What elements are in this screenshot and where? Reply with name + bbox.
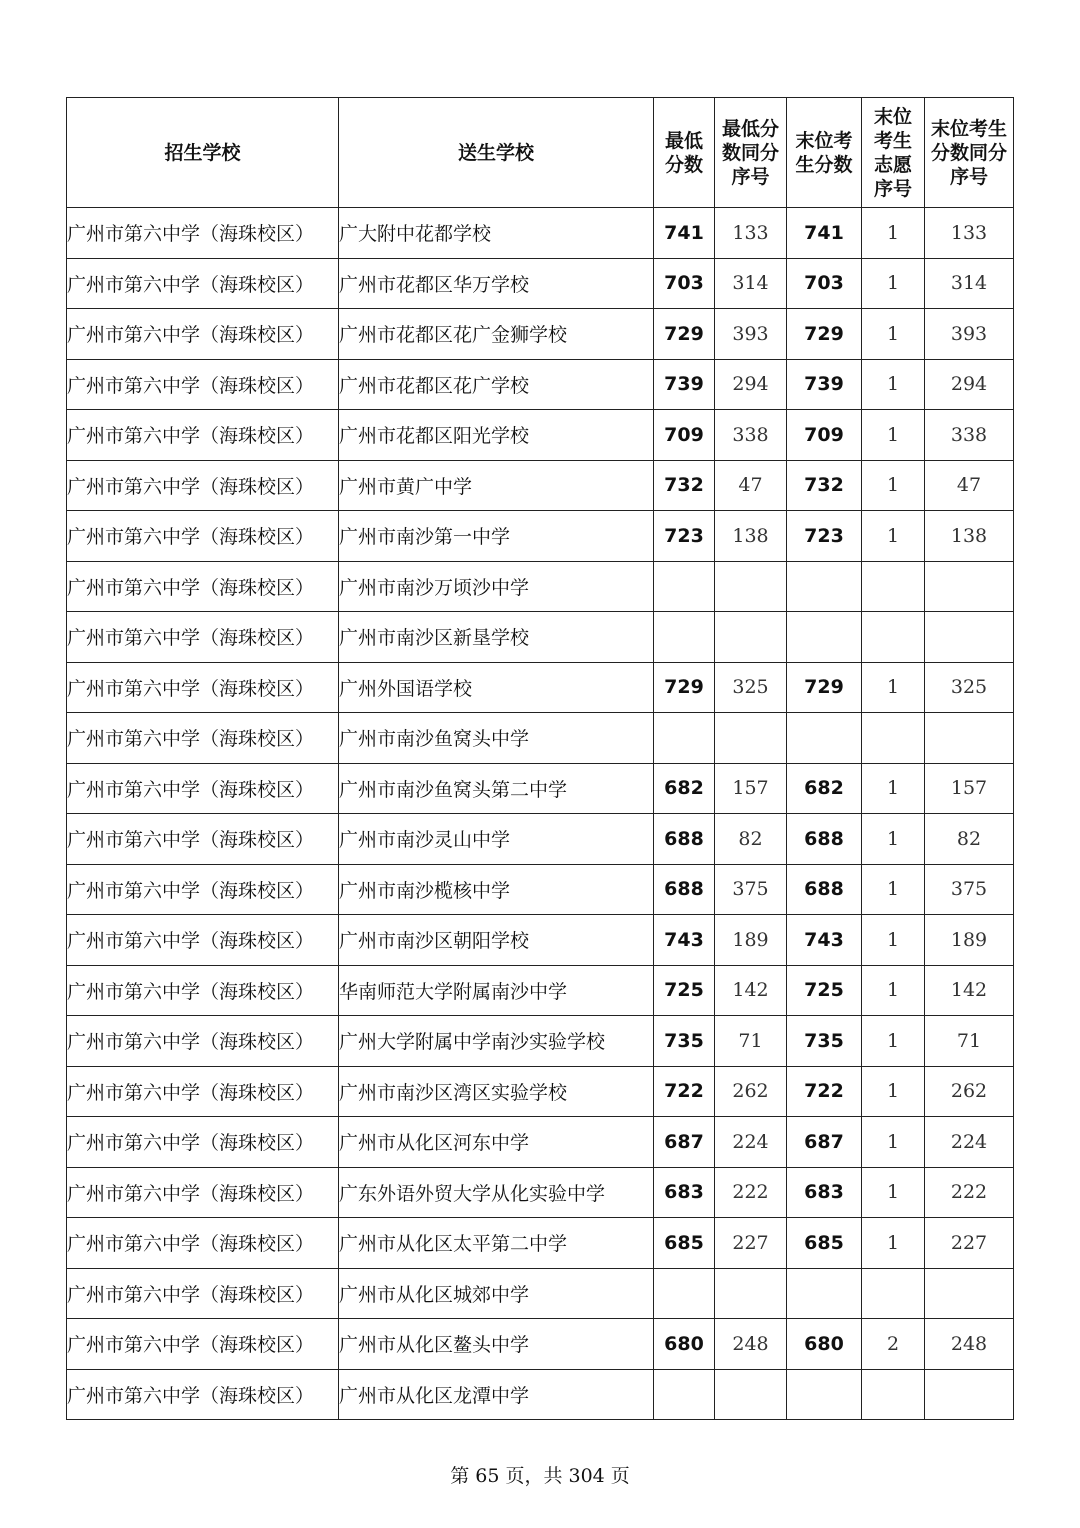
cell-min-score-rank: 189 <box>715 915 787 966</box>
cell-school: 广州市第六中学（海珠校区） <box>67 1268 339 1319</box>
cell-source-school: 广大附中花都学校 <box>339 208 654 259</box>
cell-last-choice: 1 <box>862 915 925 966</box>
cell-last-choice: 1 <box>862 1218 925 1269</box>
cell-min-score: 683 <box>654 1167 715 1218</box>
cell-last-rank: 248 <box>925 1319 1014 1370</box>
page-number: 第 65 页，共 304 页 <box>450 1465 630 1487</box>
header-min-score <box>654 98 715 208</box>
table-row <box>67 359 1014 410</box>
cell-last-rank <box>925 612 1014 663</box>
cell-source-school: 广东外语外贸大学从化实验中学 <box>339 1167 654 1218</box>
cell-last-rank: 157 <box>925 763 1014 814</box>
cell-min-score-rank: 224 <box>715 1117 787 1168</box>
cell-last-choice: 1 <box>862 1117 925 1168</box>
table-row <box>67 258 1014 309</box>
table-row <box>67 864 1014 915</box>
cell-min-score: 680 <box>654 1319 715 1370</box>
cell-last-rank: 82 <box>925 814 1014 865</box>
table-row <box>67 1016 1014 1067</box>
table-row <box>67 1167 1014 1218</box>
table-row <box>67 1268 1014 1319</box>
table-row <box>67 309 1014 360</box>
cell-min-score: 729 <box>654 662 715 713</box>
cell-school: 广州市第六中学（海珠校区） <box>67 258 339 309</box>
table-row <box>67 1218 1014 1269</box>
header-school <box>67 98 339 208</box>
cell-last-choice: 1 <box>862 309 925 360</box>
cell-min-score-rank: 71 <box>715 1016 787 1067</box>
cell-last-choice: 1 <box>862 864 925 915</box>
cell-source-school: 广州市花都区华万学校 <box>339 258 654 309</box>
cell-last-choice <box>862 612 925 663</box>
cell-min-score: 723 <box>654 511 715 562</box>
cell-min-score-rank: 325 <box>715 662 787 713</box>
cell-last-rank: 314 <box>925 258 1014 309</box>
admissions-table <box>66 97 1014 1420</box>
cell-min-score-rank <box>715 612 787 663</box>
cell-last-rank: 338 <box>925 410 1014 461</box>
cell-min-score-rank <box>715 713 787 764</box>
table-body <box>67 208 1014 1420</box>
header-school-label: 招生学校 <box>164 141 241 164</box>
cell-last-choice: 1 <box>862 965 925 1016</box>
cell-last-score: 709 <box>787 410 862 461</box>
cell-last-rank: 375 <box>925 864 1014 915</box>
cell-last-choice <box>862 713 925 764</box>
cell-last-score: 685 <box>787 1218 862 1269</box>
cell-min-score: 688 <box>654 864 715 915</box>
header-min-score-label: 最低 分数 <box>664 129 703 176</box>
table-row <box>67 612 1014 663</box>
cell-last-score <box>787 713 862 764</box>
cell-min-score-rank: 375 <box>715 864 787 915</box>
cell-source-school: 广州市从化区太平第二中学 <box>339 1218 654 1269</box>
cell-school: 广州市第六中学（海珠校区） <box>67 309 339 360</box>
table-row <box>67 814 1014 865</box>
cell-min-score: 687 <box>654 1117 715 1168</box>
cell-min-score: 741 <box>654 208 715 259</box>
cell-min-score-rank: 142 <box>715 965 787 1016</box>
table-header <box>67 98 1014 208</box>
cell-last-score: 725 <box>787 965 862 1016</box>
cell-last-rank <box>925 561 1014 612</box>
cell-min-score-rank: 338 <box>715 410 787 461</box>
cell-source-school: 华南师范大学附属南沙中学 <box>339 965 654 1016</box>
cell-source-school: 广州市从化区城郊中学 <box>339 1268 654 1319</box>
cell-school: 广州市第六中学（海珠校区） <box>67 359 339 410</box>
cell-source-school: 广州市南沙万顷沙中学 <box>339 561 654 612</box>
cell-min-score: 688 <box>654 814 715 865</box>
cell-last-score: 683 <box>787 1167 862 1218</box>
cell-last-score <box>787 561 862 612</box>
cell-min-score: 685 <box>654 1218 715 1269</box>
cell-last-rank: 133 <box>925 208 1014 259</box>
cell-source-school: 广州市黄广中学 <box>339 460 654 511</box>
header-min-score-rank <box>715 98 787 208</box>
cell-school: 广州市第六中学（海珠校区） <box>67 1167 339 1218</box>
cell-school: 广州市第六中学（海珠校区） <box>67 1369 339 1420</box>
cell-last-choice: 1 <box>862 208 925 259</box>
cell-last-score: 732 <box>787 460 862 511</box>
cell-last-rank <box>925 713 1014 764</box>
cell-min-score-rank: 227 <box>715 1218 787 1269</box>
cell-school: 广州市第六中学（海珠校区） <box>67 662 339 713</box>
cell-min-score-rank: 222 <box>715 1167 787 1218</box>
cell-last-rank: 189 <box>925 915 1014 966</box>
cell-source-school: 广州市花都区阳光学校 <box>339 410 654 461</box>
cell-last-rank: 262 <box>925 1066 1014 1117</box>
cell-source-school: 广州市南沙区新垦学校 <box>339 612 654 663</box>
cell-last-score <box>787 1268 862 1319</box>
cell-school: 广州市第六中学（海珠校区） <box>67 713 339 764</box>
cell-last-rank: 47 <box>925 460 1014 511</box>
cell-last-score: 688 <box>787 814 862 865</box>
cell-school: 广州市第六中学（海珠校区） <box>67 460 339 511</box>
cell-last-rank: 138 <box>925 511 1014 562</box>
cell-last-rank: 294 <box>925 359 1014 410</box>
cell-last-rank: 142 <box>925 965 1014 1016</box>
cell-source-school: 广州市南沙第一中学 <box>339 511 654 562</box>
cell-min-score: 709 <box>654 410 715 461</box>
cell-school: 广州市第六中学（海珠校区） <box>67 410 339 461</box>
cell-source-school: 广州市花都区花广金狮学校 <box>339 309 654 360</box>
header-last-rank-label: 末位考生 分数同分 序号 <box>930 117 1007 188</box>
table-row <box>67 915 1014 966</box>
header-last-score <box>787 98 862 208</box>
cell-last-score <box>787 612 862 663</box>
cell-last-choice: 1 <box>862 258 925 309</box>
table-row <box>67 1117 1014 1168</box>
cell-last-score: 680 <box>787 1319 862 1370</box>
cell-min-score-rank <box>715 1369 787 1420</box>
table-row <box>67 1066 1014 1117</box>
header-last-score-label: 末位考 生分数 <box>795 129 853 176</box>
cell-last-score: 729 <box>787 309 862 360</box>
cell-last-choice: 1 <box>862 1066 925 1117</box>
table-row <box>67 460 1014 511</box>
cell-school: 广州市第六中学（海珠校区） <box>67 763 339 814</box>
table-row <box>67 410 1014 461</box>
cell-last-choice: 1 <box>862 460 925 511</box>
cell-min-score-rank: 248 <box>715 1319 787 1370</box>
cell-source-school: 广州市南沙鱼窝头中学 <box>339 713 654 764</box>
cell-school: 广州市第六中学（海珠校区） <box>67 864 339 915</box>
cell-min-score <box>654 1268 715 1319</box>
cell-source-school: 广州市南沙区湾区实验学校 <box>339 1066 654 1117</box>
cell-school: 广州市第六中学（海珠校区） <box>67 1016 339 1067</box>
cell-last-score: 743 <box>787 915 862 966</box>
table-row <box>67 713 1014 764</box>
cell-last-score: 722 <box>787 1066 862 1117</box>
cell-last-score: 687 <box>787 1117 862 1168</box>
cell-min-score <box>654 1369 715 1420</box>
cell-min-score: 739 <box>654 359 715 410</box>
cell-source-school: 广州市从化区鳌头中学 <box>339 1319 654 1370</box>
cell-min-score-rank: 294 <box>715 359 787 410</box>
cell-min-score-rank <box>715 1268 787 1319</box>
cell-min-score: 735 <box>654 1016 715 1067</box>
cell-last-rank: 71 <box>925 1016 1014 1067</box>
cell-source-school: 广州市南沙区朝阳学校 <box>339 915 654 966</box>
cell-last-score: 735 <box>787 1016 862 1067</box>
cell-source-school: 广州市南沙榄核中学 <box>339 864 654 915</box>
cell-min-score: 703 <box>654 258 715 309</box>
table-row <box>67 1319 1014 1370</box>
header-min-score-rank-label: 最低分 数同分 序号 <box>721 117 779 188</box>
cell-min-score: 725 <box>654 965 715 1016</box>
cell-last-choice <box>862 1369 925 1420</box>
cell-min-score: 729 <box>654 309 715 360</box>
cell-last-rank: 224 <box>925 1117 1014 1168</box>
cell-last-rank <box>925 1369 1014 1420</box>
cell-min-score-rank: 157 <box>715 763 787 814</box>
cell-school: 广州市第六中学（海珠校区） <box>67 1066 339 1117</box>
cell-source-school: 广州市从化区龙潭中学 <box>339 1369 654 1420</box>
cell-last-score: 739 <box>787 359 862 410</box>
table-row <box>67 561 1014 612</box>
cell-school: 广州市第六中学（海珠校区） <box>67 915 339 966</box>
cell-school: 广州市第六中学（海珠校区） <box>67 561 339 612</box>
cell-min-score <box>654 612 715 663</box>
cell-last-score: 682 <box>787 763 862 814</box>
cell-last-choice <box>862 1268 925 1319</box>
cell-source-school: 广州外国语学校 <box>339 662 654 713</box>
header-row <box>67 98 1014 208</box>
header-source-school-label: 送生学校 <box>457 141 534 164</box>
cell-min-score-rank: 393 <box>715 309 787 360</box>
cell-last-score <box>787 1369 862 1420</box>
cell-last-choice: 1 <box>862 359 925 410</box>
cell-source-school: 广州市从化区河东中学 <box>339 1117 654 1168</box>
table-row <box>67 662 1014 713</box>
cell-min-score-rank: 47 <box>715 460 787 511</box>
cell-last-choice: 1 <box>862 662 925 713</box>
cell-school: 广州市第六中学（海珠校区） <box>67 612 339 663</box>
cell-last-rank: 222 <box>925 1167 1014 1218</box>
cell-min-score-rank: 133 <box>715 208 787 259</box>
cell-min-score-rank: 314 <box>715 258 787 309</box>
cell-last-choice: 1 <box>862 410 925 461</box>
table-row <box>67 511 1014 562</box>
cell-min-score: 722 <box>654 1066 715 1117</box>
header-source-school <box>339 98 654 208</box>
cell-school: 广州市第六中学（海珠校区） <box>67 1218 339 1269</box>
cell-last-rank: 393 <box>925 309 1014 360</box>
cell-last-score: 741 <box>787 208 862 259</box>
cell-school: 广州市第六中学（海珠校区） <box>67 814 339 865</box>
header-last-choice-label: 末位 考生 志愿 序号 <box>873 105 912 200</box>
cell-source-school: 广州大学附属中学南沙实验学校 <box>339 1016 654 1067</box>
cell-min-score: 743 <box>654 915 715 966</box>
cell-min-score-rank <box>715 561 787 612</box>
table-row <box>67 763 1014 814</box>
cell-min-score <box>654 561 715 612</box>
table-row <box>67 208 1014 259</box>
cell-school: 广州市第六中学（海珠校区） <box>67 1319 339 1370</box>
cell-min-score-rank: 138 <box>715 511 787 562</box>
cell-last-score: 688 <box>787 864 862 915</box>
cell-last-choice: 1 <box>862 814 925 865</box>
cell-school: 广州市第六中学（海珠校区） <box>67 1117 339 1168</box>
cell-last-score: 729 <box>787 662 862 713</box>
cell-last-choice <box>862 561 925 612</box>
cell-source-school: 广州市南沙鱼窝头第二中学 <box>339 763 654 814</box>
cell-last-choice: 1 <box>862 1167 925 1218</box>
header-last-rank <box>925 98 1014 208</box>
cell-last-choice: 1 <box>862 511 925 562</box>
cell-last-rank <box>925 1268 1014 1319</box>
cell-last-rank: 227 <box>925 1218 1014 1269</box>
cell-last-choice: 1 <box>862 763 925 814</box>
table-row <box>67 1369 1014 1420</box>
header-last-choice <box>862 98 925 208</box>
cell-min-score: 732 <box>654 460 715 511</box>
table-row <box>67 965 1014 1016</box>
cell-school: 广州市第六中学（海珠校区） <box>67 511 339 562</box>
cell-source-school: 广州市南沙灵山中学 <box>339 814 654 865</box>
cell-last-score: 723 <box>787 511 862 562</box>
cell-min-score: 682 <box>654 763 715 814</box>
page-footer <box>0 1461 1080 1488</box>
cell-min-score-rank: 262 <box>715 1066 787 1117</box>
cell-last-choice: 2 <box>862 1319 925 1370</box>
cell-school: 广州市第六中学（海珠校区） <box>67 208 339 259</box>
cell-school: 广州市第六中学（海珠校区） <box>67 965 339 1016</box>
cell-last-choice: 1 <box>862 1016 925 1067</box>
cell-last-score: 703 <box>787 258 862 309</box>
cell-min-score <box>654 713 715 764</box>
cell-min-score-rank: 82 <box>715 814 787 865</box>
cell-source-school: 广州市花都区花广学校 <box>339 359 654 410</box>
cell-last-rank: 325 <box>925 662 1014 713</box>
